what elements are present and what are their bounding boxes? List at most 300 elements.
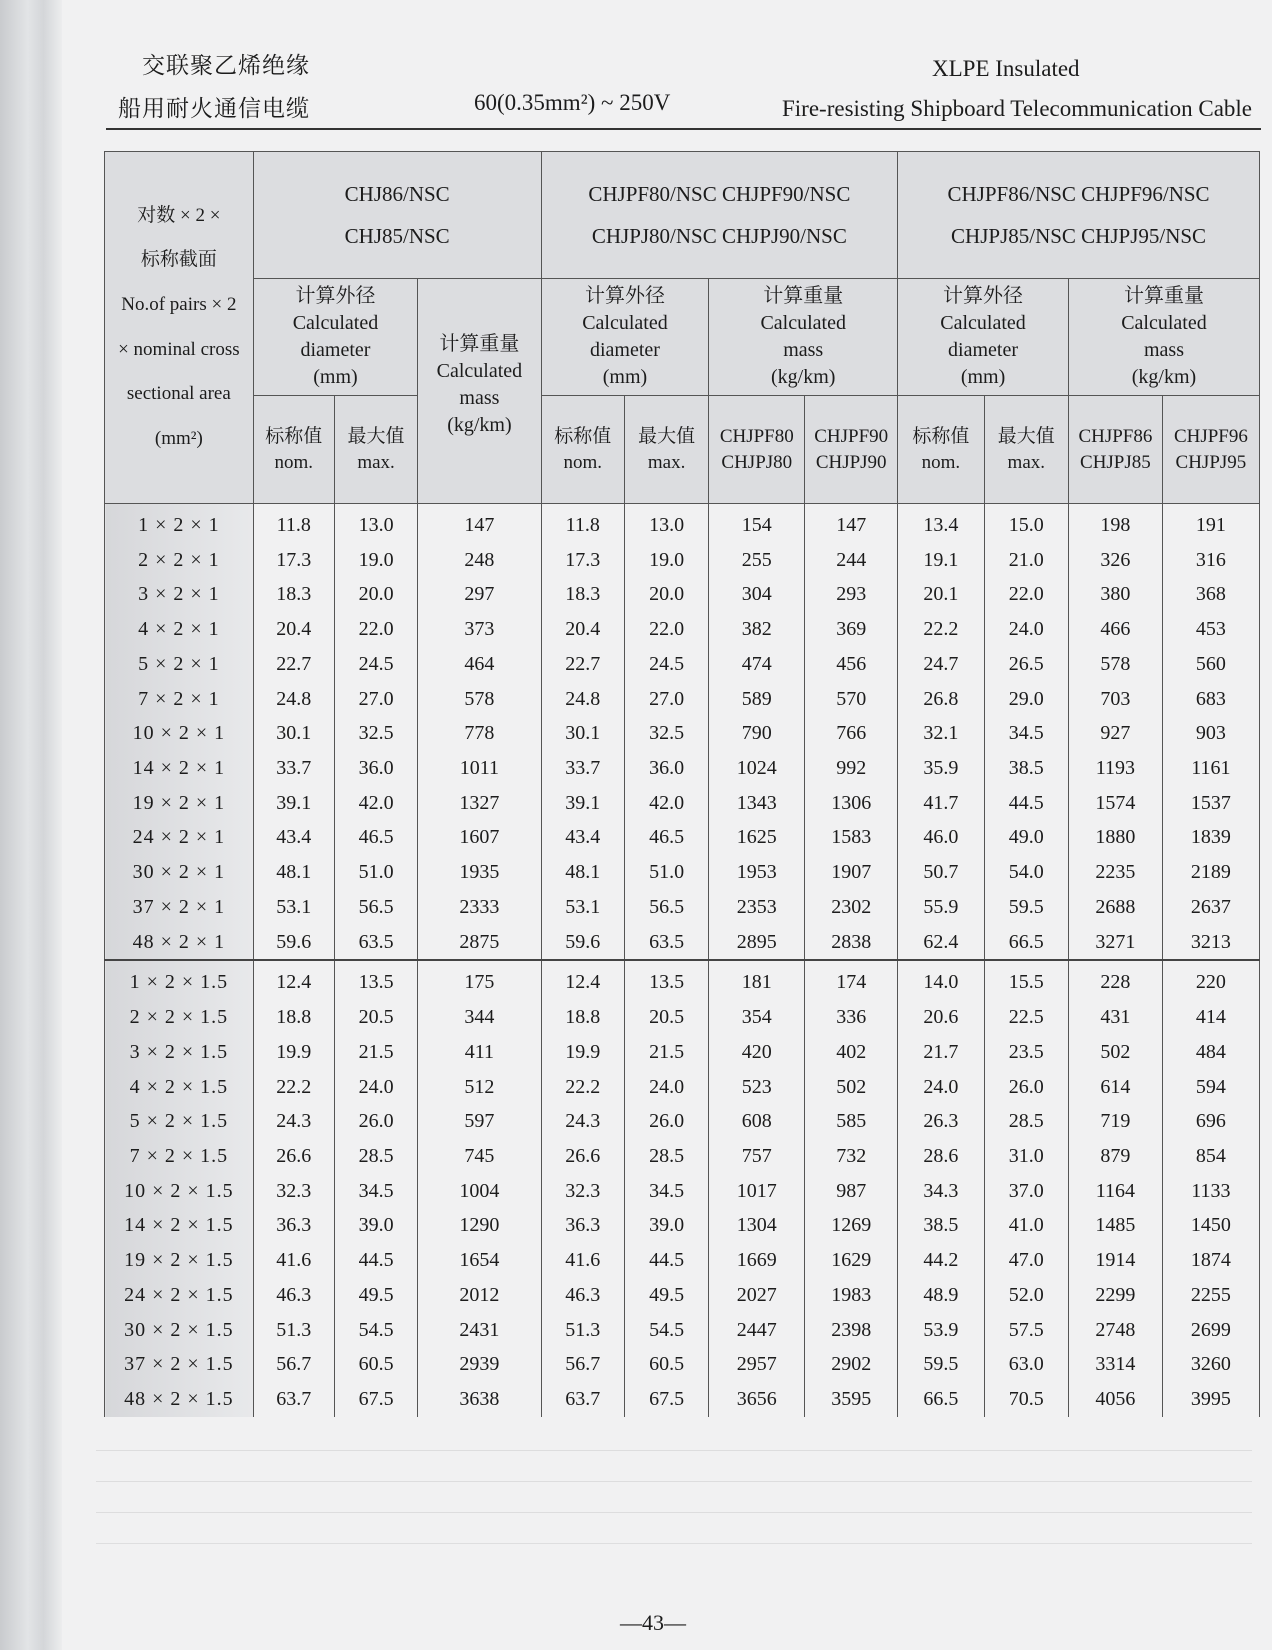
row-label-cell: 1 × 2 × 1.5 <box>105 960 254 1000</box>
cable-spec-table <box>104 151 1260 1417</box>
value-cell: 1193 <box>1068 751 1162 786</box>
row-label-cell: 19 × 2 × 1 <box>105 786 254 821</box>
row-header-en2: × nominal cross <box>118 338 240 360</box>
spec-table-body <box>105 504 1260 1418</box>
value-cell: 13.4 <box>898 504 984 543</box>
diam-cn: 计算外径 <box>584 285 665 307</box>
row-label-cell: 14 × 2 × 1.5 <box>105 1209 254 1244</box>
group-header-chj86 <box>253 152 541 279</box>
value-cell: 4056 <box>1068 1382 1162 1417</box>
value-cell: 20.0 <box>334 578 417 613</box>
value-cell: 17.3 <box>253 543 334 578</box>
value-cell: 987 <box>805 1174 898 1209</box>
value-cell: 29.0 <box>984 682 1068 717</box>
mass-en1: Calculated <box>436 360 523 382</box>
g1-max-header <box>334 396 417 504</box>
value-cell: 248 <box>418 543 541 578</box>
value-cell: 2189 <box>1162 855 1259 890</box>
row-label-cell: 5 × 2 × 1 <box>105 647 254 682</box>
value-cell: 2838 <box>805 925 898 961</box>
value-cell: 411 <box>418 1035 541 1070</box>
value-cell: 62.4 <box>898 925 984 961</box>
nom-en: nom. <box>274 451 314 473</box>
mass-col-b: CHJPJ95 <box>1175 451 1247 473</box>
value-cell: 15.5 <box>984 960 1068 1000</box>
value-cell: 927 <box>1068 716 1162 751</box>
value-cell: 1880 <box>1068 821 1162 856</box>
row-label-cell: 5 × 2 × 1.5 <box>105 1105 254 1140</box>
table-row <box>105 1035 1260 1070</box>
nom-en: nom. <box>921 451 961 473</box>
g1-diameter-header <box>253 279 418 396</box>
value-cell: 1953 <box>709 855 805 890</box>
value-cell: 3638 <box>418 1382 541 1417</box>
table-row <box>105 647 1260 682</box>
g2-max-header <box>624 396 708 504</box>
value-cell: 2299 <box>1068 1278 1162 1313</box>
value-cell: 2447 <box>709 1313 805 1348</box>
value-cell: 63.0 <box>984 1347 1068 1382</box>
row-label-cell: 19 × 2 × 1.5 <box>105 1243 254 1278</box>
value-cell: 43.4 <box>253 821 334 856</box>
value-cell: 11.8 <box>253 504 334 543</box>
value-cell: 1450 <box>1162 1209 1259 1244</box>
mass-unit: (kg/km) <box>770 366 836 388</box>
value-cell: 2255 <box>1162 1278 1259 1313</box>
value-cell: 608 <box>709 1105 805 1140</box>
value-cell: 36.0 <box>624 751 708 786</box>
table-row <box>105 1243 1260 1278</box>
value-cell: 54.5 <box>334 1313 417 1348</box>
diam-cn: 计算外径 <box>295 285 376 307</box>
value-cell: 3314 <box>1068 1347 1162 1382</box>
value-cell: 44.5 <box>624 1243 708 1278</box>
value-cell: 26.6 <box>253 1139 334 1174</box>
value-cell: 44.5 <box>984 786 1068 821</box>
table-row <box>105 1278 1260 1313</box>
diam-en1: Calculated <box>292 312 379 334</box>
value-cell: 614 <box>1068 1070 1162 1105</box>
value-cell: 3595 <box>805 1382 898 1417</box>
value-cell: 31.0 <box>984 1139 1068 1174</box>
value-cell: 21.5 <box>334 1035 417 1070</box>
value-cell: 20.6 <box>898 1000 984 1035</box>
header-rule <box>106 128 1261 130</box>
value-cell: 484 <box>1162 1035 1259 1070</box>
value-cell: 19.9 <box>253 1035 334 1070</box>
value-cell: 49.5 <box>624 1278 708 1313</box>
value-cell: 22.2 <box>541 1070 624 1105</box>
value-cell: 3995 <box>1162 1382 1259 1417</box>
value-cell: 63.5 <box>624 925 708 961</box>
row-header-unit: (mm²) <box>154 427 203 449</box>
value-cell: 456 <box>805 647 898 682</box>
value-cell: 39.0 <box>334 1209 417 1244</box>
value-cell: 255 <box>709 543 805 578</box>
value-cell: 198 <box>1068 504 1162 543</box>
value-cell: 26.0 <box>624 1105 708 1140</box>
value-cell: 402 <box>805 1035 898 1070</box>
value-cell: 53.9 <box>898 1313 984 1348</box>
value-cell: 1290 <box>418 1209 541 1244</box>
value-cell: 30.1 <box>253 716 334 751</box>
value-cell: 46.3 <box>253 1278 334 1313</box>
value-cell: 1343 <box>709 786 805 821</box>
value-cell: 578 <box>1068 647 1162 682</box>
value-cell: 50.7 <box>898 855 984 890</box>
value-cell: 523 <box>709 1070 805 1105</box>
value-cell: 34.5 <box>624 1174 708 1209</box>
mass-col-a: CHJPF96 <box>1173 425 1248 447</box>
table-row <box>105 821 1260 856</box>
max-en: max. <box>1007 451 1046 473</box>
value-cell: 38.5 <box>984 751 1068 786</box>
value-cell: 22.2 <box>253 1070 334 1105</box>
value-cell: 42.0 <box>334 786 417 821</box>
value-cell: 2902 <box>805 1347 898 1382</box>
value-cell: 54.5 <box>624 1313 708 1348</box>
value-cell: 336 <box>805 1000 898 1035</box>
value-cell: 191 <box>1162 504 1259 543</box>
value-cell: 228 <box>1068 960 1162 1000</box>
value-cell: 70.5 <box>984 1382 1068 1417</box>
diam-en2: diameter <box>300 339 371 361</box>
g2-diameter-header <box>541 279 709 396</box>
value-cell: 32.3 <box>541 1174 624 1209</box>
diam-en2: diameter <box>589 339 660 361</box>
value-cell: 32.5 <box>624 716 708 751</box>
value-cell: 36.0 <box>334 751 417 786</box>
row-label-cell: 4 × 2 × 1 <box>105 612 254 647</box>
value-cell: 304 <box>709 578 805 613</box>
value-cell: 1907 <box>805 855 898 890</box>
value-cell: 63.7 <box>541 1382 624 1417</box>
value-cell: 174 <box>805 960 898 1000</box>
value-cell: 431 <box>1068 1000 1162 1035</box>
value-cell: 1625 <box>709 821 805 856</box>
mass-col-a: CHJPF86 <box>1078 425 1153 447</box>
value-cell: 22.7 <box>253 647 334 682</box>
row-label-cell: 7 × 2 × 1.5 <box>105 1139 254 1174</box>
value-cell: 26.8 <box>898 682 984 717</box>
value-cell: 13.5 <box>334 960 417 1000</box>
row-label-cell: 30 × 2 × 1.5 <box>105 1313 254 1348</box>
value-cell: 44.5 <box>334 1243 417 1278</box>
table-row <box>105 716 1260 751</box>
value-cell: 32.1 <box>898 716 984 751</box>
value-cell: 48.1 <box>253 855 334 890</box>
header-title-cn-line1: 交联聚乙烯绝缘 <box>142 53 310 78</box>
value-cell: 60.5 <box>334 1347 417 1382</box>
value-cell: 1269 <box>805 1209 898 1244</box>
value-cell: 570 <box>805 682 898 717</box>
table-row <box>105 1347 1260 1382</box>
value-cell: 380 <box>1068 578 1162 613</box>
row-label-cell: 7 × 2 × 1 <box>105 682 254 717</box>
value-cell: 12.4 <box>253 960 334 1000</box>
value-cell: 24.5 <box>334 647 417 682</box>
value-cell: 20.4 <box>541 612 624 647</box>
row-label-cell: 48 × 2 × 1.5 <box>105 1382 254 1417</box>
value-cell: 1935 <box>418 855 541 890</box>
value-cell: 2957 <box>709 1347 805 1382</box>
value-cell: 20.0 <box>624 578 708 613</box>
value-cell: 1306 <box>805 786 898 821</box>
value-cell: 48.1 <box>541 855 624 890</box>
value-cell: 39.0 <box>624 1209 708 1244</box>
value-cell: 46.5 <box>334 821 417 856</box>
value-cell: 154 <box>709 504 805 543</box>
page-number: —43— <box>620 1610 686 1635</box>
value-cell: 23.5 <box>984 1035 1068 1070</box>
value-cell: 790 <box>709 716 805 751</box>
mass-cn: 计算重量 <box>439 333 520 355</box>
value-cell: 1629 <box>805 1243 898 1278</box>
value-cell: 67.5 <box>334 1382 417 1417</box>
row-label-cell: 2 × 2 × 1 <box>105 543 254 578</box>
value-cell: 244 <box>805 543 898 578</box>
value-cell: 326 <box>1068 543 1162 578</box>
value-cell: 26.0 <box>334 1105 417 1140</box>
row-label-cell: 2 × 2 × 1.5 <box>105 1000 254 1035</box>
value-cell: 453 <box>1162 612 1259 647</box>
value-cell: 28.6 <box>898 1139 984 1174</box>
value-cell: 51.0 <box>624 855 708 890</box>
max-cn: 最大值 <box>347 425 405 447</box>
value-cell: 578 <box>418 682 541 717</box>
mass-en2: mass <box>1143 339 1184 361</box>
value-cell: 560 <box>1162 647 1259 682</box>
g2-nom-header <box>541 396 624 504</box>
value-cell: 56.5 <box>624 890 708 925</box>
value-cell: 56.7 <box>541 1347 624 1382</box>
mass-cn: 计算重量 <box>1123 285 1204 307</box>
value-cell: 147 <box>418 504 541 543</box>
row-header-cell <box>105 152 254 504</box>
nom-cn: 标称值 <box>554 425 612 447</box>
max-cn: 最大值 <box>997 425 1055 447</box>
mass-col-a: CHJPF90 <box>814 425 889 447</box>
row-label-cell: 48 × 2 × 1 <box>105 925 254 961</box>
value-cell: 369 <box>805 612 898 647</box>
g2-mass-header <box>709 279 898 396</box>
row-header-en1: No.of pairs × 2 <box>121 293 237 315</box>
table-row <box>105 1105 1260 1140</box>
value-cell: 30.1 <box>541 716 624 751</box>
value-cell: 39.1 <box>541 786 624 821</box>
value-cell: 3213 <box>1162 925 1259 961</box>
group-header-chjpf80 <box>541 152 898 279</box>
value-cell: 54.0 <box>984 855 1068 890</box>
value-cell: 19.1 <box>898 543 984 578</box>
value-cell: 594 <box>1162 1070 1259 1105</box>
value-cell: 147 <box>805 504 898 543</box>
value-cell: 3656 <box>709 1382 805 1417</box>
row-header-cn1: 对数 × 2 × <box>137 204 221 226</box>
value-cell: 27.0 <box>624 682 708 717</box>
value-cell: 27.0 <box>334 682 417 717</box>
value-cell: 589 <box>709 682 805 717</box>
value-cell: 34.5 <box>334 1174 417 1209</box>
value-cell: 2895 <box>709 925 805 961</box>
value-cell: 34.3 <box>898 1174 984 1209</box>
diam-en1: Calculated <box>582 312 668 334</box>
value-cell: 373 <box>418 612 541 647</box>
value-cell: 12.4 <box>541 960 624 1000</box>
value-cell: 22.0 <box>334 612 417 647</box>
value-cell: 719 <box>1068 1105 1162 1140</box>
mass-en1: Calculated <box>760 312 846 334</box>
value-cell: 293 <box>805 578 898 613</box>
value-cell: 36.3 <box>253 1209 334 1244</box>
table-row <box>105 504 1260 543</box>
value-cell: 18.3 <box>253 578 334 613</box>
value-cell: 13.0 <box>334 504 417 543</box>
table-row <box>105 682 1260 717</box>
value-cell: 67.5 <box>624 1382 708 1417</box>
value-cell: 2333 <box>418 890 541 925</box>
value-cell: 414 <box>1162 1000 1259 1035</box>
mass-col-header-chjpf90 <box>805 396 898 504</box>
table-row <box>105 1139 1260 1174</box>
value-cell: 13.0 <box>624 504 708 543</box>
value-cell: 22.7 <box>541 647 624 682</box>
value-cell: 24.8 <box>253 682 334 717</box>
row-label-cell: 37 × 2 × 1 <box>105 890 254 925</box>
value-cell: 1607 <box>418 821 541 856</box>
value-cell: 53.1 <box>253 890 334 925</box>
value-cell: 38.5 <box>898 1209 984 1244</box>
table-row <box>105 751 1260 786</box>
value-cell: 19.0 <box>334 543 417 578</box>
table-row <box>105 1070 1260 1105</box>
header-title-cn-line2: 船用耐火通信电缆 <box>118 96 310 121</box>
value-cell: 1669 <box>709 1243 805 1278</box>
g1-nom-header <box>253 396 334 504</box>
max-cn: 最大值 <box>638 425 696 447</box>
value-cell: 1874 <box>1162 1243 1259 1278</box>
value-cell: 13.5 <box>624 960 708 1000</box>
table-row <box>105 612 1260 647</box>
bleed-through-ghost-table <box>96 1420 1252 1545</box>
value-cell: 56.7 <box>253 1347 334 1382</box>
value-cell: 46.3 <box>541 1278 624 1313</box>
value-cell: 368 <box>1162 578 1259 613</box>
value-cell: 18.3 <box>541 578 624 613</box>
diam-en2: diameter <box>948 339 1019 361</box>
value-cell: 59.6 <box>541 925 624 961</box>
value-cell: 175 <box>418 960 541 1000</box>
value-cell: 3260 <box>1162 1347 1259 1382</box>
table-row <box>105 543 1260 578</box>
row-label-cell: 1 × 2 × 1 <box>105 504 254 543</box>
value-cell: 24.3 <box>253 1105 334 1140</box>
row-label-cell: 10 × 2 × 1.5 <box>105 1174 254 1209</box>
mass-col-header-chjpf80 <box>709 396 805 504</box>
nom-en: nom. <box>563 451 603 473</box>
row-label-cell: 3 × 2 × 1 <box>105 578 254 613</box>
nom-cn: 标称值 <box>265 425 323 447</box>
value-cell: 53.1 <box>541 890 624 925</box>
value-cell: 33.7 <box>253 751 334 786</box>
value-cell: 466 <box>1068 612 1162 647</box>
g3-max-header <box>984 396 1068 504</box>
value-cell: 1583 <box>805 821 898 856</box>
row-label-cell: 37 × 2 × 1.5 <box>105 1347 254 1382</box>
value-cell: 2235 <box>1068 855 1162 890</box>
row-label-cell: 3 × 2 × 1.5 <box>105 1035 254 1070</box>
value-cell: 55.9 <box>898 890 984 925</box>
value-cell: 59.5 <box>898 1347 984 1382</box>
value-cell: 66.5 <box>898 1382 984 1417</box>
value-cell: 24.5 <box>624 647 708 682</box>
value-cell: 1304 <box>709 1209 805 1244</box>
value-cell: 24.0 <box>898 1070 984 1105</box>
value-cell: 420 <box>709 1035 805 1070</box>
value-cell: 51.3 <box>253 1313 334 1348</box>
value-cell: 464 <box>418 647 541 682</box>
value-cell: 63.7 <box>253 1382 334 1417</box>
group3-line2: CHJPJ85/NSC CHJPJ95/NSC <box>951 224 1207 248</box>
value-cell: 585 <box>805 1105 898 1140</box>
value-cell: 24.8 <box>541 682 624 717</box>
value-cell: 24.3 <box>541 1105 624 1140</box>
value-cell: 1914 <box>1068 1243 1162 1278</box>
header-voltage-range: 60(0.35mm²) ~ 250V <box>474 90 671 115</box>
group3-line1: CHJPF86/NSC CHJPF96/NSC <box>947 182 1210 206</box>
value-cell: 382 <box>709 612 805 647</box>
value-cell: 20.1 <box>898 578 984 613</box>
value-cell: 2027 <box>709 1278 805 1313</box>
value-cell: 11.8 <box>541 504 624 543</box>
mass-col-header-chjpf96 <box>1162 396 1259 504</box>
value-cell: 3271 <box>1068 925 1162 961</box>
value-cell: 43.4 <box>541 821 624 856</box>
value-cell: 2353 <box>709 890 805 925</box>
value-cell: 41.6 <box>541 1243 624 1278</box>
diam-cn: 计算外径 <box>943 285 1024 307</box>
value-cell: 49.0 <box>984 821 1068 856</box>
value-cell: 14.0 <box>898 960 984 1000</box>
value-cell: 41.0 <box>984 1209 1068 1244</box>
mass-unit: (kg/km) <box>447 414 512 436</box>
value-cell: 474 <box>709 647 805 682</box>
row-label-cell: 30 × 2 × 1 <box>105 855 254 890</box>
mass-col-b: CHJPJ90 <box>815 451 887 473</box>
value-cell: 2748 <box>1068 1313 1162 1348</box>
value-cell: 2688 <box>1068 890 1162 925</box>
g1-mass-header <box>418 279 541 504</box>
mass-col-b: CHJPJ80 <box>721 451 793 473</box>
header-title-en-line1: XLPE Insulated <box>932 56 1080 81</box>
value-cell: 766 <box>805 716 898 751</box>
value-cell: 22.2 <box>898 612 984 647</box>
value-cell: 1537 <box>1162 786 1259 821</box>
value-cell: 21.0 <box>984 543 1068 578</box>
value-cell: 34.5 <box>984 716 1068 751</box>
value-cell: 41.6 <box>253 1243 334 1278</box>
row-label-cell: 24 × 2 × 1.5 <box>105 1278 254 1313</box>
value-cell: 2875 <box>418 925 541 961</box>
row-label-cell: 14 × 2 × 1 <box>105 751 254 786</box>
value-cell: 2398 <box>805 1313 898 1348</box>
value-cell: 181 <box>709 960 805 1000</box>
value-cell: 512 <box>418 1070 541 1105</box>
max-en: max. <box>357 451 395 473</box>
value-cell: 1164 <box>1068 1174 1162 1209</box>
value-cell: 33.7 <box>541 751 624 786</box>
diam-unit: (mm) <box>313 366 358 388</box>
